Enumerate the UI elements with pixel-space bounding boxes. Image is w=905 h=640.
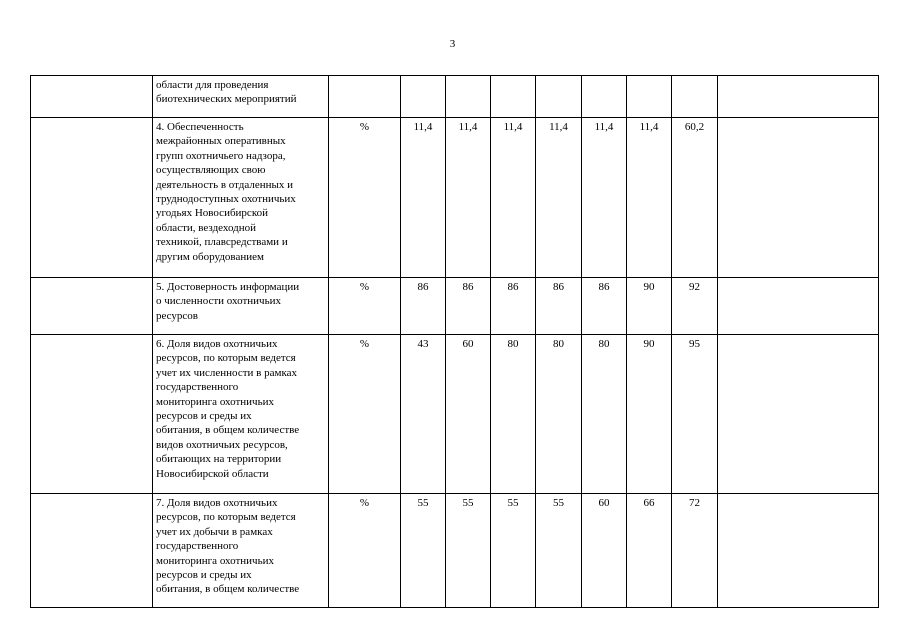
value-cell: 95 <box>672 335 718 494</box>
indicator-name: 7. Доля видов охотничьих ресурсов, по которым ведется учет их добычи в рамках государственного мониторинга охотничьих ресурсов и среды их обитания, в общем количестве <box>153 494 329 608</box>
value-cell: 11,4 <box>582 118 627 278</box>
indicator-name: области для проведения биотехнических мероприятий <box>153 76 329 118</box>
left-cell <box>31 494 153 608</box>
indicator-unit: % <box>329 335 401 494</box>
indicator-unit: % <box>329 494 401 608</box>
right-cell <box>718 76 879 118</box>
value-cell: 60 <box>446 335 491 494</box>
value-cell <box>491 76 536 118</box>
page-number: 3 <box>449 38 456 50</box>
table-row <box>31 118 879 278</box>
value-cell: 11,4 <box>536 118 582 278</box>
value-cell: 92 <box>672 278 718 335</box>
left-cell <box>31 278 153 335</box>
value-cell: 60 <box>582 494 627 608</box>
value-cell: 55 <box>491 494 536 608</box>
right-cell <box>718 494 879 608</box>
value-cell: 11,4 <box>491 118 536 278</box>
left-cell <box>31 118 153 278</box>
value-cell: 11,4 <box>627 118 672 278</box>
value-cell: 86 <box>582 278 627 335</box>
value-cell: 55 <box>446 494 491 608</box>
table-row <box>31 335 879 494</box>
value-cell: 55 <box>536 494 582 608</box>
indicator-unit: % <box>329 278 401 335</box>
value-cell: 86 <box>536 278 582 335</box>
value-cell: 90 <box>627 335 672 494</box>
value-cell: 86 <box>446 278 491 335</box>
value-cell: 66 <box>627 494 672 608</box>
value-cell <box>582 76 627 118</box>
table-row <box>31 494 879 608</box>
value-cell: 90 <box>627 278 672 335</box>
value-cell: 80 <box>582 335 627 494</box>
indicator-unit <box>329 76 401 118</box>
value-cell: 11,4 <box>446 118 491 278</box>
left-cell <box>31 335 153 494</box>
value-cell: 86 <box>401 278 446 335</box>
value-cell <box>446 76 491 118</box>
value-cell: 11,4 <box>401 118 446 278</box>
right-cell <box>718 118 879 278</box>
value-cell: 80 <box>536 335 582 494</box>
indicator-unit: % <box>329 118 401 278</box>
indicator-name: 4. Обеспеченность межрайонных оперативных групп охотничьего надзора, осуществляющих свою деятельность в отдаленных и труднодоступных охотничьих угодьях Новосибирской области, вездеходной техникой, плавсредствами и другим оборудованием <box>153 118 329 278</box>
left-cell <box>31 76 153 118</box>
indicator-name: 5. Достоверность информации о численности охотничьих ресурсов <box>153 278 329 335</box>
value-cell: 72 <box>672 494 718 608</box>
value-cell <box>672 76 718 118</box>
indicators-table <box>30 75 879 608</box>
table-row <box>31 278 879 335</box>
value-cell: 43 <box>401 335 446 494</box>
value-cell <box>536 76 582 118</box>
indicator-name: 6. Доля видов охотничьих ресурсов, по которым ведется учет их численности в рамках государственного мониторинга охотничьих ресурсов и среды их обитания, в общем количестве видов охотничьих ресурсов, обитающих на территории Новосибирской области <box>153 335 329 494</box>
value-cell <box>627 76 672 118</box>
right-cell <box>718 278 879 335</box>
value-cell <box>401 76 446 118</box>
value-cell: 60,2 <box>672 118 718 278</box>
value-cell: 86 <box>491 278 536 335</box>
value-cell: 55 <box>401 494 446 608</box>
right-cell <box>718 335 879 494</box>
table-row <box>31 76 879 118</box>
value-cell: 80 <box>491 335 536 494</box>
